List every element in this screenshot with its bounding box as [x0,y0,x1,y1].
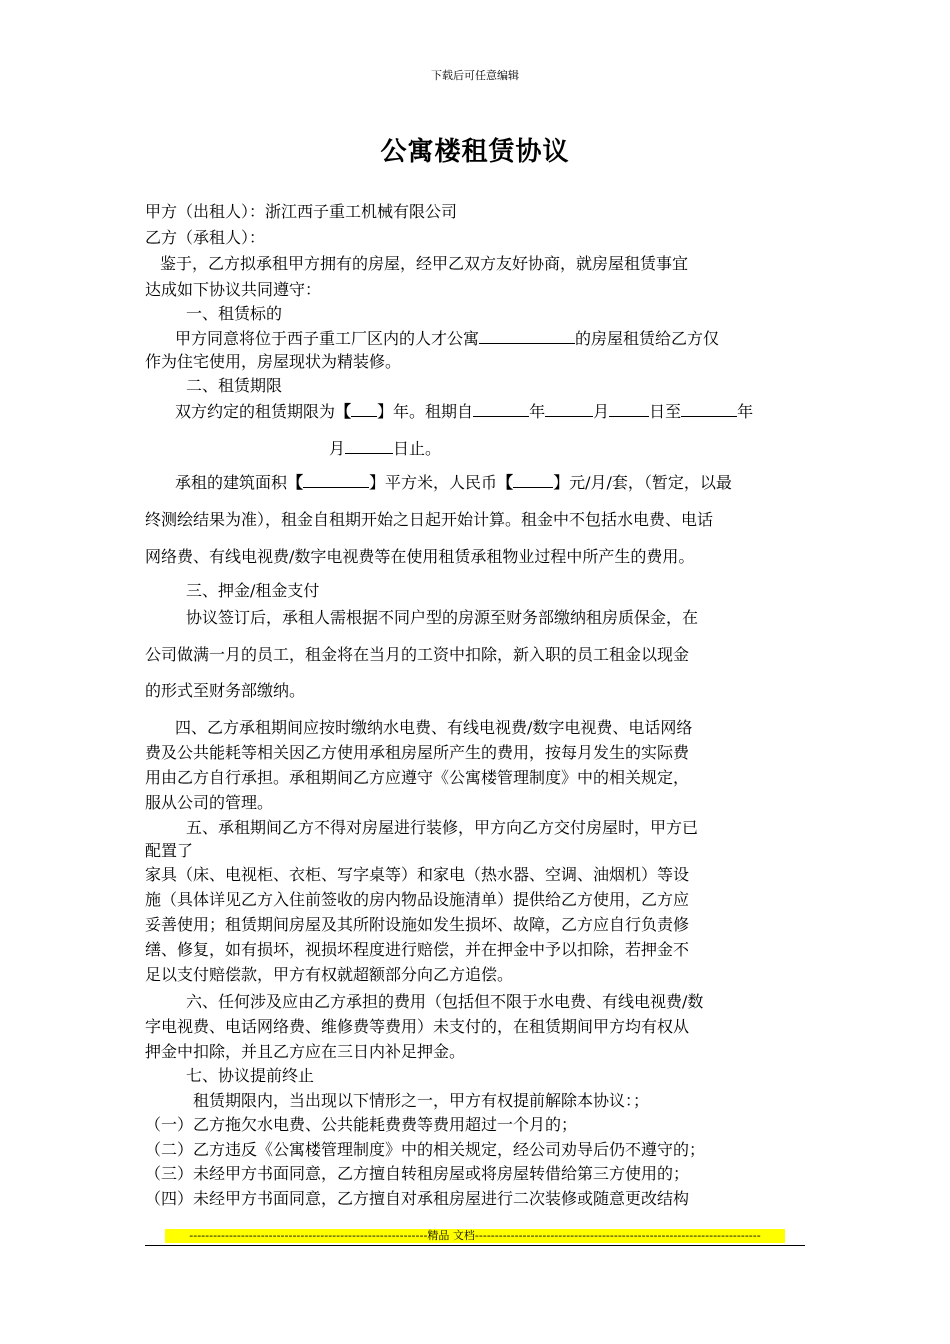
section-5-line-6: 缮、修复，如有损坏，视损坏程度进行赔偿，并在押金中予以扣除，若押金不 [145,940,690,959]
term-years-blank[interactable] [351,399,377,417]
section-5-line-4: 施（具体详见乙方入住前签收的房内物品设施清单）提供给乙方使用，乙方应 [145,890,690,909]
footer-band [165,1229,785,1243]
section-1-text-a: 甲方同意将位于西子重工厂区内的人才公寓 [175,329,480,348]
price-unit-label: 】元/月/套 [553,473,628,492]
section-4-line-1: 四、乙方承租期间应按时缴纳水电费、有线电视费/数字电视费、电话网络 [175,718,693,737]
section-5-line-2: 配置了 [145,841,194,860]
section-3-line-1: 协议签订后，承租人需根据不同户型的房源至财务部缴纳租房质保金，在 [186,608,699,627]
section-1-title: 一、租赁标的 [186,304,283,323]
section-7-item-1: （一）乙方拖欠水电费、公共能耗费费等费用超过一个月的； [145,1115,578,1134]
end-year-label: 年 [737,402,754,421]
area-unit-label: 】平方米，人民币 [369,473,498,492]
start-year-label: 年 [529,402,546,421]
section-7-item-4: （四）未经甲方书面同意，乙方擅自对承租房屋进行二次装修或随意更改结构 [145,1189,690,1208]
section-6-line-1: 六、任何涉及应由乙方承担的费用（包括但不限于水电费、有线电视费/数 [186,992,704,1011]
section-4-line-4: 服从公司的管理。 [145,793,274,812]
section-2-area-line [175,470,732,495]
party-a-line: 甲方（出租人）：浙江西子重工机械有限公司 [145,202,458,221]
area-note: ，（暂定，以最 [627,473,732,492]
term-start-label: 。租期自 [409,402,474,421]
section-2-end-line [329,436,441,461]
preamble-line-1: 鉴于，乙方拟承租甲方拥有的房屋，经甲乙双方友好协商，就房屋租赁事宜 [160,254,689,273]
end-day-label: 日止。 [393,439,442,458]
section-7-item-3: （三）未经甲方书面同意，乙方擅自转租房屋或将房屋转借给第三方使用的； [145,1164,690,1183]
section-7-item-2: （二）乙方违反《公寓楼管理制度》中的相关规定，经公司劝导后仍不遵守的； [145,1140,706,1159]
end-year-blank[interactable] [681,399,737,417]
section-7-title: 七、协议提前终止 [186,1066,315,1085]
price-blank[interactable] [513,470,553,488]
area-blank[interactable] [303,470,369,488]
start-day-label: 日至 [649,402,682,421]
section-5-line-1: 五、承租期间乙方不得对房屋进行装修，甲方向乙方交付房屋时，甲方已 [186,818,699,837]
start-month-blank[interactable] [545,399,593,417]
section-7-intro: 租赁期限内，当出现以下情形之一，甲方有权提前解除本协议：； [193,1091,650,1110]
term-bracket-close: 】年 [377,402,410,421]
section-5-line-3: 家具（床、电视柜、衣柜、写字桌等）和家电（热水器、空调、油烟机）等设 [145,865,690,884]
apartment-number-blank[interactable] [479,326,575,344]
footer-rule [145,1245,805,1246]
section-6-line-2: 字电视费、电话网络费、维修费等费用）未支付的，在租赁期间甲方均有权从 [145,1017,690,1036]
section-3-line-3: 的形式至财务部缴纳。 [145,681,306,700]
price-bracket-open: 【 [497,473,514,492]
end-day-blank[interactable] [345,436,393,454]
term-bracket-open: 【 [335,402,352,421]
section-1-text-b: 的房屋租赁给乙方仅 [575,329,720,348]
section-5-line-7: 足以支付赔偿款，甲方有权就超额部分向乙方追偿。 [145,965,514,984]
section-5-line-5: 妥善使用；租赁期间房屋及其所附设施如发生损坏、故障，乙方应自行负责修 [145,915,690,934]
section-6-line-3: 押金中扣除，并且乙方应在三日内补足押金。 [145,1042,466,1061]
section-2-title: 二、租赁期限 [186,376,283,395]
footer-left-dashes: ------------------------------------------------------------ [189,1229,428,1242]
section-4-line-2: 费及公共能耗等相关因乙方使用承租房屋所产生的费用，按每月发生的实际费 [145,743,690,762]
section-3-line-2: 公司做满一月的员工，租金将在当月的工资中扣除，新入职的员工租金以现金 [145,645,690,664]
page-header-note: 下载后可任意编辑 [431,69,519,82]
start-month-label: 月 [593,402,610,421]
document-title: 公寓楼租赁协议 [380,137,570,167]
end-month-label: 月 [329,439,346,458]
start-year-blank[interactable] [473,399,529,417]
section-2-area-line-2: 终测绘结果为准），租金自租期开始之日起开始计算。租金中不包括水电费、电话 [145,510,714,529]
area-bracket-open: 【 [287,473,304,492]
start-day-blank[interactable] [609,399,649,417]
term-label: 双方约定的租赁期限为 [175,402,336,421]
footer-right-dashes: ------------------------------------------------------------------------ [474,1229,761,1242]
section-3-title: 三、押金/租金支付 [186,581,320,600]
section-2-area-line-3: 网络费、有线电视费/数字电视费等在使用租赁承租物业过程中所产生的费用。 [145,547,695,566]
area-label: 承租的建筑面积 [175,473,288,492]
party-b-line: 乙方（承租人）： [145,228,266,247]
section-4-line-3: 用由乙方自行承担。承租期间乙方应遵守《公寓楼管理制度》中的相关规定， [145,768,690,787]
section-2-term-line [175,399,753,424]
preamble-line-2: 达成如下协议共同遵守： [145,280,322,299]
footer-label: 精品 文档 [427,1229,475,1242]
section-1-line-2: 作为住宅使用，房屋现状为精装修。 [145,352,402,371]
section-1-line-1 [175,326,719,351]
